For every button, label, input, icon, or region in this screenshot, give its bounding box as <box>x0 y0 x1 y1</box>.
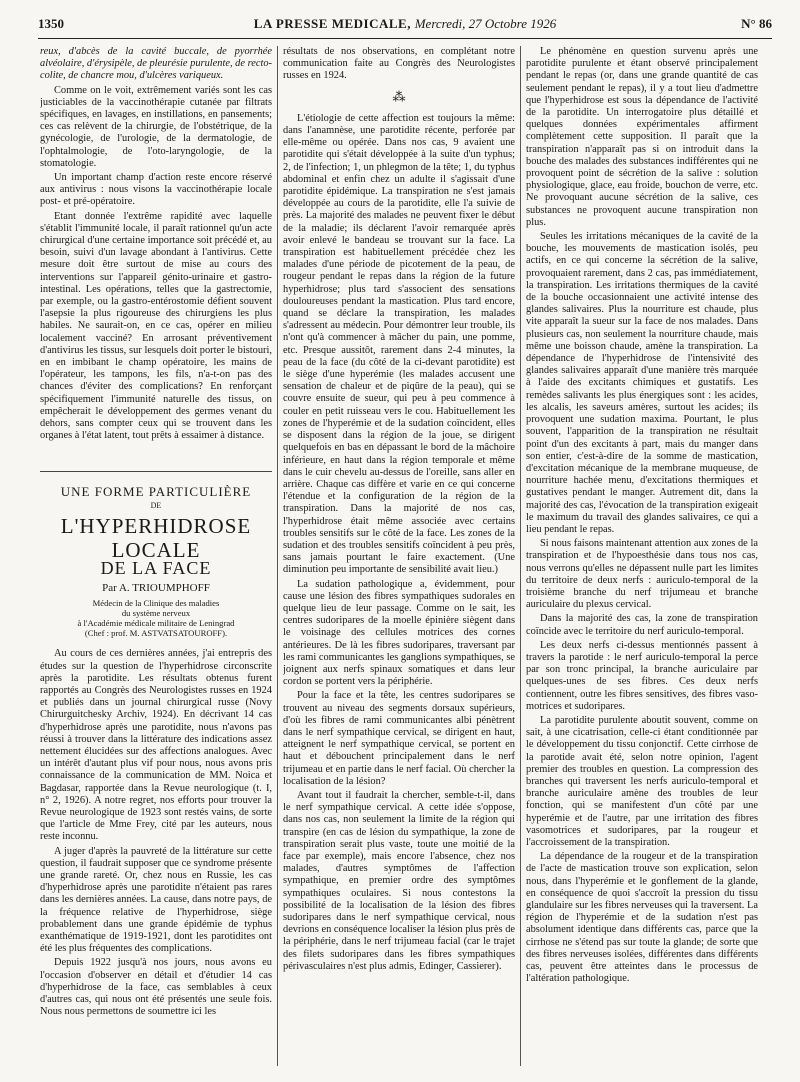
page-number: 1350 <box>38 16 64 31</box>
article-subtitle: DE LA FACE <box>100 557 212 578</box>
column-3 <box>526 46 758 1076</box>
column-1 <box>40 46 272 1076</box>
paragraph: Au cours de ces dernières années, j'ai entrepris des études sur la question de l'hyperhidrose circonscrite après la parotidite. Les résultats obtenus furent rapportés au Congrès des Neurologistes russes en 1924 et publiés dans un journal chirurgical russe (Novy Chirurguitchesky Archiv, 1924). En décrivant 14 cas d'hyperhidrose après une parotidite, nous n'avons pas réussi à trouver dans la littérature des indications assez nettement élucidées sur des affections analogues. Avec un intérêt d'autant plus vif pour nous, nous avons pris connaissance de la communication de MM. Noica et Bagdasar, rapportée dans la Revue neurologique (t. I, n° 2, 1926). A notre regret, nos efforts pour trouver la Revue neurologique de 1923 sont restés vains, de sorte que l'article de Mme Frey, cité par les auteurs, nous reste inconnu. <box>40 648 272 843</box>
paragraph: Un important champ d'action reste encore réservé aux antivirus : nous visons la vaccinothérapie locale post- et pré-opératoire. <box>40 172 272 208</box>
paragraph: Pour la face et la tête, les centres sudoripares se trouvent au niveau des segments dorsaux supérieurs, d'où les fibres de rami communicantes albi pénètrent dans le nerf sympathique cervical, se dirigent en haut, atteignent le nerf sympathique cervical, se portent en haut et débouchent principalement dans le nerf trijumeau et en partie dans le nerf facial. Où chercher la localisation de la lésion? <box>283 690 515 787</box>
column-divider <box>520 46 521 1066</box>
article-title: L'HYPERHIDROSE LOCALE <box>60 513 252 562</box>
paragraph: Si nous faisons maintenant attention aux zones de la transpiration et de l'hypoesthésie dans tous nos cas, nous verrons qu'elles ne dépassent nulle part les limites du territoire de deux nerfs : auriculo-temporal de la troisième branche du nerf trijumeau et branche auriculaire du plexus cervical. <box>526 538 758 611</box>
issue-date: Mercredi, 27 Octobre 1926 <box>414 16 557 31</box>
page-header <box>38 16 772 34</box>
column-divider <box>277 46 278 1066</box>
issue-number: N° 86 <box>741 16 772 31</box>
paragraph: A juger d'après la pauvreté de la littérature sur cette question, il faudrait supposer que ce syndrome présente une grande rareté. Or, chez nous en Russie, les cas d'hyperhidrose après une parotidite n'étaient pas rares dans les dernières années. La cause, dans notre pays, de la fréquence relative de l'hyperhidrose, siège probablement dans une grande épidémie de typhus exanthématique de 1919-1921, dont les parotidites ont été les plus fréquentes des complications. <box>40 845 272 955</box>
article-kicker: UNE FORME PARTICULIÈRE <box>40 471 272 498</box>
header-rule <box>38 38 772 39</box>
author-affiliation: Médecin de la Clinique des maladies du système nerveux à l'Académie médicale militaire de Leningrad (Chef : prof. M. ASTVATSATOUROFF). <box>77 598 235 639</box>
article-de: DE <box>150 500 162 510</box>
paragraph: La sudation pathologique a, évidemment, pour cause une lésion des fibres sympathiques sudorales en quelque lieu de leur passage. Comme on le sait, les centres sudoripares de la moelle épinière siègent dans le voisinage des cellules motrices des cornes antérieures. De là les fibres sudoripares, traversant par les rami communicantes les ganglions sympathiques, se joignent aux nerfs spinaux somatiques et dans leur cordon se portent vers la périphérie. <box>283 578 515 688</box>
paragraph: résultats de nos observations, en complétant notre communication faite au Congrès des Neurologistes russes en 1924. <box>283 46 515 82</box>
paragraph: La parotidite purulente aboutit souvent, comme on sait, à une cicatrisation, celle-ci étant conditionnée par le développement du tissu conjonctif. Cette cirrhose de la parotide avait été, selon notre opinion, l'agent premier des troubles en question. La compression des branches qui traversent les nerfs auriculo-temporal et branche auriculaire amène des troubles de leur fonction, qui se manifestent d'un côté par une hyperémie et de l'autre, par une irritation des fibres vasomotrices et sudoripares, par la rougeur et l'accroissement de la transpiration. <box>526 714 758 848</box>
paragraph: Les deux nerfs ci-dessus mentionnés passent à travers la parotide : le nerf auriculo-temporal la perce par son tronc principal, la branche auriculaire par quelques-unes de ses fibres. Ces deux nerfs contiennent, outre les fibres sensitives, des fibres vaso-motrices et sudoripares. <box>526 639 758 712</box>
article-author: Par A. TRIOUMPHOFF <box>102 582 210 595</box>
paragraph: Depuis 1922 jusqu'à nos jours, nous avons eu l'occasion d'observer en détail et d'étudier 14 cas d'hyperhidrose de la face, cas semblables à ceux d'autres cas, qui nous ont été présentés une seule fois. Nous nous permettons de soumettre ici les <box>40 957 272 1018</box>
paragraph: Dans la majorité des cas, la zone de transpiration coïncide avec le territoire du nerf auriculo-temporal. <box>526 613 758 637</box>
paragraph: L'étiologie de cette affection est toujours la même: dans l'anamnèse, une parotidite récente, perforée par elle-même ou opérée. Dans nos cas, 9 avaient une parotidite qui s'était développée à la suite d'un typhus; 2, de l'infection; 1, un phlegmon de la tête; 1, du typhus abdominal et enfin chez un adulte il s'agissait d'une parotidite épidémique. La transpiration ne s'est jamais développée au cours de la parotidite, elle l'a suivie de près. La majorité des malades ne peuvent fixer le début de la maladie; ils déclarent l'avoir remarquée après avoir enlevé le bandeau se trouvant sur la face. La transpiration est habituellement précédée chez les malades d'une période de picotement de la peau, de rougeur pendant le repas dans la région de la future hyperhidrose; plus tard s'associent des sensations douloureuses pendant la mastication. Plus tard encore, quand se déclare la transpiration, les malades s'adressent au médecin. Pour démontrer leur trouble, ils n'ont qu'à commencer à mâcher du pain, une pomme, etc. Presque aussitôt, rarement dans 2-4 minutes, la peau de la face (du côté de la ci-devant parotidite) est le siège d'une hyperémie (les malades accusent une sensation de chaleur et de piqûre de la peau), qui se couvre ensuite de sueur, qui peu à peu commence à couler en petit ruisseau vers le cou. Habituellement les zones de l'hyperémie et de la sudation coïncident, elles se disposent dans la région de la joue, se dirigent quelquefois en bas en dépassant le bord de la mâchoire inférieure, en haut dans la région temporale et même dans le cuir chevelu au-dessus de l'oreille, sans aller en arrière. Chaque cas diffère et varie en ce qui concerne l'étendue et la configuration de la région de la transpiration. Dans la majorité de nos cas, l'hyperhidrose était même associée avec certains troubles sensitifs sur le côté de la face. Les zones de la sudation et des troubles sensitifs coïncident à peu près, sans jamais pourtant le faire exactement. (Une diminution peu importante de sensibilité avait lieu.) <box>283 112 515 576</box>
paragraph: Comme on le voit, extrêmement variés sont les cas justiciables de la vaccinothérapie cutanée par filtrats spécifiques, en lavages, en instillations, en pansements; ces cas relèvent de la chirurgie, de l'obstétrique, de la gynécologie, de l'urologie, de la dermatologie, de l'ophtalmologie, de l'oto-laryngologie, de la stomatologie. <box>40 84 272 169</box>
paragraph: Etant donnée l'extrême rapidité avec laquelle s'établit l'immunité locale, il paraît rationnel qu'un acte chirurgical d'une certaine importance soit précédé et, au besoin, suivi d'un lavage abondant à l'antivirus. Cette mesure doit être surtout de mise au cours des interventions sur l'appareil génito-urinaire et gastro-intestinal. Les opérations, telles que la gastrectomie, par exemple, ou la gastro-entérostomie défient souvent l'asepsie la plus rigoureuse des chirurgiens les plus habiles. Ne saurait-on, en ce cas, opérer en milieu localement vacciné? En arrosant préventivement d'antivirus les tissus, sur lesquels doit porter le bistouri, en en imbibant le champ opératoire, les mains de l'opérateur, les tampons, les fils, n'a-t-on pas des chances d'éviter des complications? En renforçant spécifiquement l'immunité naturelle des tissus, on empêcherait le développement des germes venant du dehors, sans compter ceux qui se trouvent dans les organes à l'état latent, tout prêts à essaimer à distance. <box>40 210 272 442</box>
article-heading <box>40 471 272 639</box>
paragraph: Seules les irritations mécaniques de la cavité de la bouche, les mouvements de mastication isolés, peu actifs, en ce qui concerne la sécrétion de la salive, provoquaient rarement, dans 2 cas, pas immédiatement, la transpiration. Les irritations thermiques de la cavité de la bouche occasionnaient une activité intense des glandes salivaires. Plus la nourriture est chaude, plus vite apparaît la sueur sur la face de nos malades. Dans plusieurs cas, non seulement la nourriture chaude, mais même une boisson chaude, amène la transpiration. La dépendance de l'hyperhidrose de l'intensivité des glandes salivaires apparaît d'une manière très marquée à l'aide des excitants chimiques et gustatifs. Les remèdes salivants les plus énergiques sont : les acides, les alcalis, les saveurs amères, surtout les acides; ils provoquent une sudation maxima. Pourtant, le plus souvent, l'apparition de la transpiration ne résultait point d'un des excitants à part, mais du manger dans son entier, c'est-à-dire de la somme de mastication, d'excitation mécanique de la membrane muqueuse, de nourriture hachée menu, d'excitations thermiques et gustatives pendant le manger. Autrement dit, dans la majorité des cas, l'évocation de la transpiration exigeait le maximum du travail des glandes salivaires, ce qui a lieu pendant le repas. <box>526 231 758 535</box>
journal-name: LA PRESSE MEDICALE, <box>253 16 411 31</box>
paragraph: La dépendance de la rougeur et de la transpiration de l'acte de mastication trouve son explication, selon nous, dans l'hyperémie et le gonflement de la glande, en conséquence de quoi s'accroît la pression du tissu glandulaire sur les fibres nerveuses qui la traversent. La région de l'hyperémie et de la sudation n'est pas absolument identique dans différents cas, parce que la cirrhose ne s'étend pas sur toute la glande; de sorte que des fibres nerveuses isolées, différentes dans différents cas, peuvent être atteintes dans le processus de l'altération pathologique. <box>526 851 758 985</box>
paragraph: Le phénomène en question survenu après une parotidite purulente et étant observé principalement pendant le repas (or, dans une grande quantité de cas seulement pendant le repas), il y a tout lieu d'admettre que l'hyperhidrose est sous la dépendance de l'activité de la parotidite. Un interrogatoire plus détaillé et quelques données expérimentales affirment complètement cette supposition. Il paraît que la transpiration n'apparaît pas si on introduit dans la bouche des malades des substances indifférentes qui ne provoquent point de sécrétion de la salive : solution physiologique, glace, eau froide, bouchon de verre, etc. Ne provoquant aucune sécrétion de la salive, ces substances ne provoquent aucune transpiration non plus. <box>526 46 758 228</box>
journal-masthead <box>38 16 772 32</box>
paragraph: Avant tout il faudrait la chercher, semble-t-il, dans le nerf sympathique cervical. A cette idée s'oppose, dans nos cas, non seulement la limite de la région qui transpire (en cas de lésion du sympathique, la zone de transpiration serait plus vaste, toute une moitié de la face par exemple), mais encore l'absence, chez nos malades, d'autres symptômes de l'affection sympathique, en premier ordre des symptômes sympathiques oculaires. Si nous contestons la possibilité de la localisation de la lésion des fibres sudoripares dans le nerf sympathique cervical, nous devrions en conséquence localiser la lésion plus près de la périphérie, dans le nerf trijumeau facial (car le trajet des filets sudoripares dans les fibres sympathiques périvasculaires n'est plus admis, Edinger, Cassierer). <box>283 789 515 972</box>
column-2 <box>283 46 515 1076</box>
section-asterism: ⁂ <box>392 88 406 104</box>
paragraph: reux, d'abcès de la cavité buccale, de pyorrhée alvéolaire, d'érysipèle, de pleurésie purulente, de recto-colite, de chancre mou, d'ulcères variqueux. <box>40 46 272 82</box>
